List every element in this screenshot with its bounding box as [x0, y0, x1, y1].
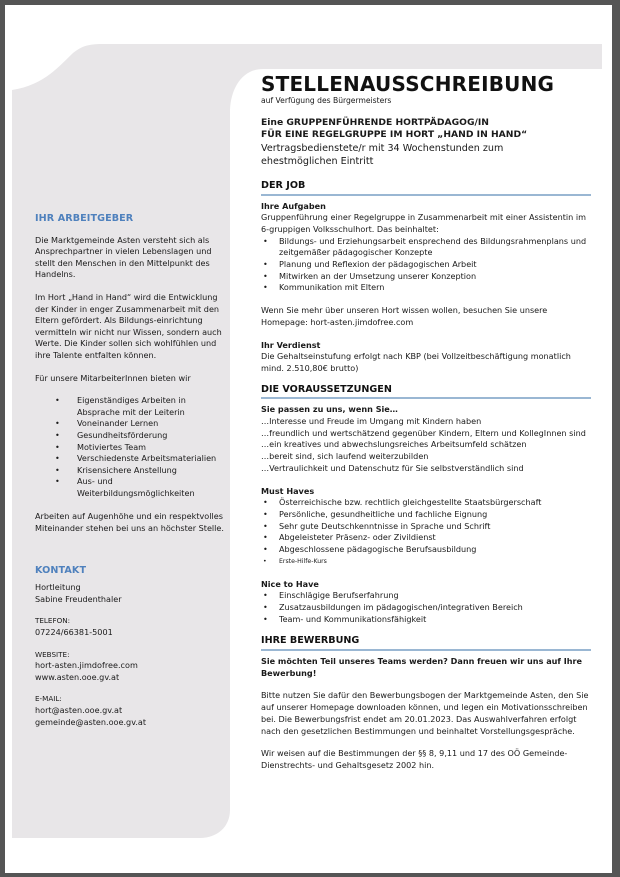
fit-item: …bereit sind, sich laufend weiterzubilden — [261, 451, 429, 462]
section-heading-job: DER JOB — [261, 180, 591, 196]
section-heading-application: IHRE BEWERBUNG — [261, 635, 591, 651]
section-heading-requirements: DIE VORAUSSETZUNGEN — [261, 384, 591, 400]
task-item: • Planung und Reflexion der pädagogischen Arbeit — [261, 259, 591, 271]
employment-terms-line2: ehestmöglichen Eintritt — [261, 155, 374, 167]
email-link-gemeinde[interactable]: gemeinde@asten.ooe.gv.at — [35, 716, 147, 727]
nice-to-have-item: • Einschlägige Berufserfahrung — [261, 590, 591, 602]
sidebar — [35, 213, 225, 738]
contact-phone — [35, 615, 225, 638]
benefits-list — [35, 395, 225, 499]
must-have-item: • Österreichische bzw. rechtlich gleichgestellte Staatsbürgerschaft — [261, 497, 591, 509]
salary-heading: Ihr Verdienst — [261, 339, 321, 350]
task-item: • Bildungs- und Erziehungsarbeit ensprechend des Bildungsrahmenplans und zeitgemäßer pädagogischer Konzepte — [261, 236, 591, 259]
position-title-line2: FÜR EINE REGELGRUPPE IM HORT „HAND IN HAND“ — [261, 129, 528, 141]
fit-item: …ein kreatives und abwechslungsreiches Arbeitsumfeld schätzen — [261, 439, 527, 450]
application-body: Bitte nutzen Sie dafür den Bewerbungsbogen der Marktgemeinde Asten, den Sie auf unserer Homepage downloaden können, und legen ein Motivationsschreiben bei. Die Bewerbungsfrist endet am 20.01.2023. Das Auswahlverfahren erfolgt nach den gesetzlichen Bestimmungen und beinhaltet Vorstellungsgespräche. — [261, 690, 589, 736]
benefit-item: • Verschiedenste Arbeitsmaterialien — [35, 453, 225, 465]
fit-list — [261, 416, 591, 475]
employer-intro: Die Marktgemeinde Asten versteht sich als Ansprechpartner in vielen Lebenslagen und stellt den Menschen in den Mittelpunkt des Handelns. — [35, 234, 212, 280]
fit-heading: Sie passen zu uns, wenn Sie… — [261, 404, 398, 415]
website-link-gemeinde[interactable]: www.asten.ooe.gv.at — [35, 671, 120, 682]
nice-to-have-heading: Nice to Have — [261, 578, 319, 589]
nice-to-have-item: • Team- und Kommunikationsfähigkeit — [261, 614, 591, 626]
main-content — [261, 73, 591, 772]
tasks-intro: Gruppenführung einer Regelgruppe in Zusammenarbeit mit einer Assistentin im 6-gruppigen Volksschulhort. Das beinhaltet: — [261, 212, 586, 234]
must-have-item: • Abgeleisteter Präsenz- oder Zivildienst — [261, 532, 591, 544]
benefits-intro: Für unsere MitarbeiterInnen bieten wir — [35, 372, 191, 383]
homepage-note: Wenn Sie mehr über unseren Hort wissen wollen, besuchen Sie unsere Homepage: hort-asten.jimdofree.com — [261, 305, 548, 327]
must-haves-list — [261, 497, 591, 567]
benefit-item: • Krisensichere Anstellung — [35, 465, 225, 477]
contact-name: Sabine Freudenthaler — [35, 593, 122, 604]
employer-heading: IHR ARBEITGEBER — [35, 213, 134, 224]
salary-text: Die Gehaltseinstufung erfolgt nach KBP (bei Vollzeitbeschäftigung monatlich mind. 2.510,80€ brutto) — [261, 351, 571, 373]
email-link-hort[interactable]: hort@asten.ooe.gv.at — [35, 705, 123, 715]
employment-terms — [261, 142, 591, 168]
phone-number[interactable]: 07224/66381-5001 — [35, 627, 113, 638]
must-have-item: • Erste-Hilfe-Kurs — [261, 556, 591, 568]
must-have-item: • Persönliche, gesundheitliche und fachliche Eignung — [261, 509, 591, 521]
application-lead: Sie möchten Teil unseres Teams werden? Dann freuen wir uns auf Ihre Bewerbung! — [261, 656, 583, 678]
benefit-item: • Motiviertes Team — [35, 442, 225, 454]
must-have-item: • Sehr gute Deutschkenntnisse in Sprache und Schrift — [261, 521, 591, 533]
contact-role: Hortleitung — [35, 582, 81, 593]
fit-item: …Vertraulichkeit und Datenschutz für Sie selbstverständlich sind — [261, 462, 524, 473]
must-haves-heading: Must Haves — [261, 485, 315, 496]
contact-person — [35, 582, 225, 605]
page-title: STELLENAUSSCHREIBUNG — [261, 72, 555, 96]
phone-label: TELEFON: — [35, 616, 71, 626]
contact-website — [35, 649, 225, 684]
task-item: • Kommunikation mit Eltern — [261, 282, 591, 294]
tasks-heading: Ihre Aufgaben — [261, 200, 326, 211]
website-label: WEBSITE: — [35, 649, 70, 659]
email-label: E-MAIL: — [35, 694, 62, 704]
contact-heading: KONTAKT — [35, 564, 87, 576]
contact-email — [35, 693, 225, 728]
employer-closing: Arbeiten auf Augenhöhe und ein respektvolles Miteinander stehen bei uns an höchster Stelle. — [35, 511, 224, 534]
employer-hort-description: Im Hort „Hand in Hand“ wird die Entwicklung der Kinder in enger Zusammenarbeit mit den Eltern gefördert. Als Bildungs-einrichtung vermitteln wir nicht nur Wissen, sondern auch Werte. Die Kinder sollen sich wohlfühlen und ihre Talente entfalten können. — [35, 291, 222, 360]
legal-note: Wir weisen auf die Bestimmungen der §§ 8, 9,11 und 17 des OÖ Gemeinde-Dienstrechts- und Gehaltsgesetz 2002 hin. — [261, 748, 568, 770]
benefit-item: • Aus- und Weiterbildungsmöglichkeiten — [35, 476, 225, 499]
nice-to-have-item: • Zusatzausbildungen im pädagogischen/integrativen Bereich — [261, 602, 591, 614]
employment-terms-line1: Vertragsbedienstete/r mit 34 Wochenstunden zum — [261, 142, 504, 154]
fit-item: …Interesse und Freude im Umgang mit Kindern haben — [261, 416, 482, 427]
website-link-hort[interactable]: hort-asten.jimdofree.com — [35, 660, 138, 671]
benefit-item: • Eigenständiges Arbeiten in Absprache mit der Leiterin — [35, 395, 225, 418]
task-item: • Mitwirken an der Umsetzung unserer Konzeption — [261, 271, 591, 283]
document-page — [5, 5, 612, 873]
benefit-item: • Voneinander Lernen — [35, 418, 225, 430]
position-title-line1: Eine GRUPPENFÜHRENDE HORTPÄDAGOG/IN — [261, 117, 489, 128]
tasks-list — [261, 236, 591, 295]
benefit-item: • Gesundheitsförderung — [35, 430, 225, 442]
fit-item: …freundlich und wertschätzend gegenüber Kindern, Eltern und KollegInnen sind — [261, 427, 586, 438]
must-have-item: • Abgeschlossene pädagogische Berufsausbildung — [261, 544, 591, 556]
page-subtitle: auf Verfügung des Bürgermeisters — [261, 96, 392, 105]
nice-to-have-list — [261, 590, 591, 625]
